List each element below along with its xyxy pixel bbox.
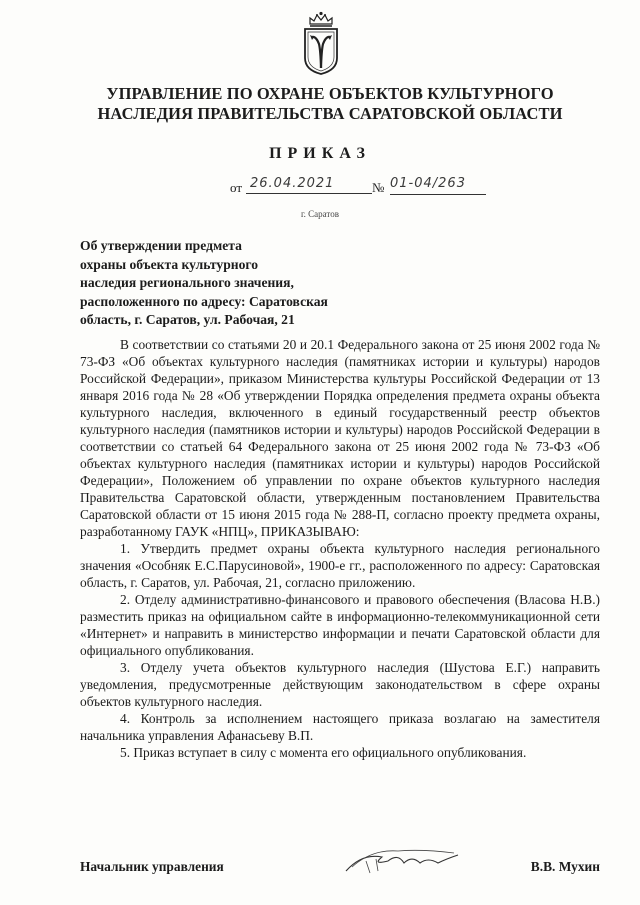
order-item: 4. Контроль за исполнением настоящего приказа возлагаю на заместителя начальника управления Афанасьеву В.П.: [80, 711, 600, 743]
handwritten-signature: [342, 843, 462, 879]
coat-of-arms-icon: [301, 10, 341, 76]
preamble-paragraph: В соответствии со статьями 20 и 20.1 Федерального закона от 25 июня 2002 года № 73-ФЗ «Об объектах культурного наследия (памятниках истории и культуры) народов Российской Федерации», приказом Министерства культуры Российской Федерации от 13 января 2016 года № 28 «Об утверждении Порядка определения предмета охраны объекта культурного наследия, включенного в единый государственный реестр объектов культурного наследия (памятников истории и культуры) народов Российской Федерации в соответствии со статьей 64 Федерального закона от 25 июня 2002 года № 73-ФЗ «Об объектах культурного наследия (памятниках истории и культуры) народов Российской Федерации», Положением об управлении по охране объектов культурного наследия Правительства Саратовской области, утвержденным постановлением Правительства Саратовской области от 15 июня 2015 года № 288-П, согласно проекту предмета охраны, разработанному ГАУК «НПЦ», ПРИКАЗЫВАЮ:: [80, 337, 600, 539]
order-item: 2. Отделу административно-финансового и правового обеспечения (Власова Н.В.) разместить приказ на официальном сайте в информационно-телекоммуникационной сети «Интернет» и направить в министерство информации и печати Саратовской области для официального опубликования.: [80, 592, 600, 658]
subject-line: наследия регионального значения,: [80, 275, 294, 290]
subject-line: область, г. Саратов, ул. Рабочая, 21: [80, 312, 295, 327]
number-prefix: №: [372, 180, 385, 195]
city: г. Саратов: [301, 209, 339, 219]
organization-name-line2: НАСЛЕДИЯ ПРАВИТЕЛЬСТВА САРАТОВСКОЙ ОБЛАСТИ: [97, 104, 563, 123]
order-body: [80, 336, 600, 761]
subject-line: Об утверждении предмета: [80, 238, 242, 253]
document-title: ПРИКАЗ: [269, 145, 371, 162]
organization-name-line1: УПРАВЛЕНИЕ ПО ОХРАНЕ ОБЪЕКТОВ КУЛЬТУРНОГО: [106, 84, 554, 103]
organization-header: [60, 84, 600, 124]
signatory-name: В.В. Мухин: [530, 859, 600, 874]
order-date: 26.04.2021: [246, 176, 372, 194]
signatory-position: Начальник управления: [80, 859, 224, 874]
subject-line: расположенного по адресу: Саратовская: [80, 293, 328, 309]
date-prefix: от: [230, 180, 243, 195]
order-subject: [80, 237, 380, 330]
order-item: 1. Утвердить предмет охраны объекта культурного наследия регионального значения «Особняк Е.С.Парусиновой», 1900-е гг., расположенного по адресу: Саратовская область, г. Саратов, ул. Рабочая, 21, согласно приложению.: [80, 541, 600, 590]
order-item: 3. Отделу учета объектов культурного наследия (Шустова Е.Г.) направить уведомления, предусмотренные действующим законодательством в сфере охраны объектов культурного наследия.: [80, 660, 600, 709]
order-date-number: [230, 176, 490, 198]
subject-line: охраны объекта культурного: [80, 256, 259, 272]
order-number: 01-04/263: [390, 176, 486, 195]
order-item: 5. Приказ вступает в силу с момента его официального опубликования.: [120, 745, 527, 760]
signature-block: [80, 855, 600, 879]
